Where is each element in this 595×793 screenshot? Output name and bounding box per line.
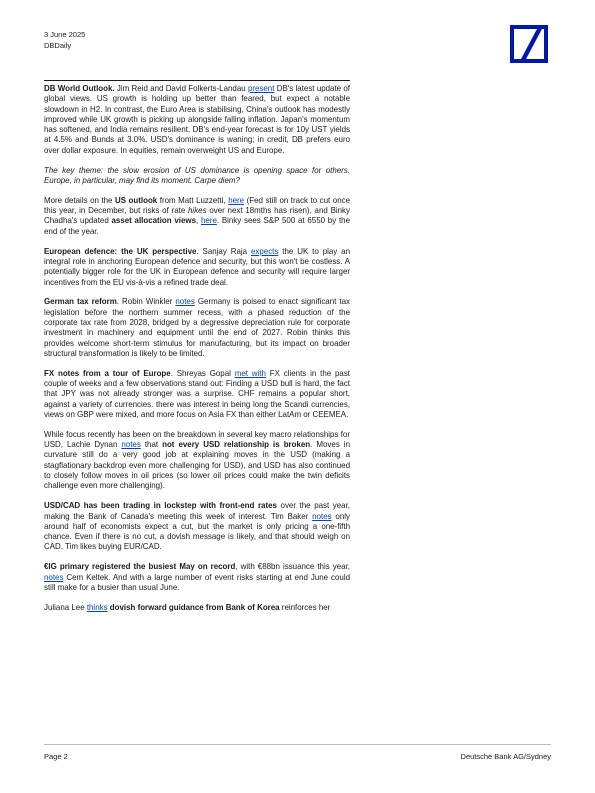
paragraph-8 [44, 501, 350, 552]
bold-text: DB World Outlook. [44, 84, 115, 93]
text-run: only around half of economists expect a cut, but the market is only pricing a one-fifth chance. Even if there is no cut, a dovish message is likely, and that should weigh on CAD. Tim likes buying EUR/CAD. [44, 511, 350, 552]
paragraph-7 [44, 430, 350, 492]
bold-text: €IG primary registered the busiest May on record [44, 562, 236, 572]
text-run: reinforces her [279, 602, 331, 612]
bold-text: US outlook [115, 195, 158, 205]
deutsche-bank-logo-icon [510, 25, 548, 63]
text-run: . Moves in curvature still do a very good job at explaining moves in the USD (making a stagflationary backdrop even more challenging for USD), and USD has also continued to closely follow moves in oil prices (so lower oil prices could make the twin deficits challenge even more challenging). [44, 440, 350, 491]
bold-text: dovish forward guidance from Bank of Korea [109, 602, 280, 612]
text-run: . Robin Winkler [116, 297, 176, 307]
footer-entity: Deutsche Bank AG/Sydney [460, 752, 551, 761]
bold-text: German tax reform [44, 297, 117, 307]
paragraph-5 [44, 297, 350, 359]
text-run: Germany is poised to enact significant tax legislation before the northern summer recess, with a phased reduction of the corporate tax rate from 2028, bridged by a degressive depreciation rule for corporate investment in machinery and equipment until the end of 2027. Robin thinks this provides welcome short-term stimulus for manufacturing, but its impact on broader structural transformation is likely to be limited. [44, 297, 350, 358]
text-run: Cem Keltek. And with a large number of event risks starting at end June could still make for a busier than usual June. [44, 572, 350, 592]
text-run: , [196, 216, 201, 226]
report-link[interactable]: notes [121, 440, 141, 450]
publication-name: DBDaily [44, 41, 72, 50]
text-run: , with €88bn issuance this year, [235, 562, 350, 572]
report-link[interactable]: here [228, 195, 245, 205]
report-link[interactable]: met with [234, 368, 266, 378]
bold-text: USD/CAD has been trading in lockstep with front-end rates [44, 501, 277, 511]
footer-rule [44, 744, 551, 745]
text-run: that [140, 440, 163, 450]
text-run: . Binky sees S&P 500 at 6550 by the end of the year. [44, 216, 350, 236]
text-run: over the past year, making the Bank of Canada's meeting this week of interest. Tim Baker [44, 501, 350, 521]
report-date: 3 June 2025 [44, 30, 86, 39]
top-rule [44, 80, 350, 81]
text-run: While focus recently has been on the breakdown in several key macro relationships for USD, Lachie Dynan [44, 429, 350, 450]
paragraph-3 [44, 196, 350, 237]
article-body [44, 84, 350, 623]
bold-text: European defence: the UK perspective [44, 246, 197, 256]
italic-text: The key theme: the slow erosion of US dominance is opening space for others. Europe, in particular, may find its moment. Carpe diem? [44, 165, 350, 185]
report-link[interactable]: notes [44, 572, 64, 582]
paragraph-10 [44, 603, 350, 613]
bold-text: asset allocation views [111, 216, 196, 226]
page-number: Page 2 [44, 752, 68, 761]
bold-text: not every USD relationship is broken [162, 440, 311, 450]
report-link[interactable]: notes [312, 511, 332, 521]
text-run: (Fed still on track to cut once this year, in December, but risks of rate [44, 195, 351, 216]
text-run: over next 18mths has risen), and Binky Chadha's updated [44, 206, 350, 226]
text-run: . Shreyas Gopal [170, 368, 235, 378]
paragraph-4 [44, 247, 350, 288]
paragraph-2 [44, 166, 350, 187]
paragraph-9 [44, 562, 350, 593]
report-link[interactable]: notes [175, 297, 195, 307]
text-run: FX clients in the past couple of weeks and a few observations stand out: Finding a USD bull is hard, the fact that JPY was not already stronger was a surprise. CHF remains a popular short, against a variety of currencies. there was interest in being long the Scandi currencies, views on GBP were mixed, and more focus on Asia FX than either LatAm or CEEMEA. [44, 368, 350, 419]
text-run: the UK to play an integral role in anchoring European defence and security, but this won't be costless. A potentially bigger role for the UK in European defence and security will require larger incentives from the EU vis-à-vis a refined trade deal. [44, 246, 351, 287]
report-link[interactable]: expects [250, 246, 279, 256]
paragraph-1 [44, 84, 350, 156]
text-run: More details on the [44, 195, 115, 205]
text-run: Jim Reid and David Folkerts-Landau [114, 84, 248, 93]
report-link[interactable]: present [247, 84, 275, 93]
bold-text: FX notes from a tour of Europe [44, 368, 171, 378]
paragraph-6 [44, 369, 350, 420]
text-run: . Sanjay Raja [196, 246, 251, 256]
text-run: DB's latest update of global views. US growth is holding up better than feared, but expect a notable slowdown in H2. In contrast, the Euro Area is stabilising, China's outlook has modestly improved while UK growth is picking up alongside falling inflation. Japan's momentum has softened, and India remains resilient. DB's end-year forecast is for 10y UST yields at 4.5% and Bunds at 3.0%. USD's dominance is waning; in credit, DB prefers euro over dollar exposure. In equities, remain overweight US and Europe. [44, 84, 351, 155]
text-run: from Matt Luzzetti, [157, 195, 229, 205]
report-link[interactable]: thinks [86, 602, 108, 612]
italic-text: hikes [188, 206, 207, 216]
report-link[interactable]: here [200, 216, 217, 226]
text-run: Juliana Lee [44, 602, 87, 612]
